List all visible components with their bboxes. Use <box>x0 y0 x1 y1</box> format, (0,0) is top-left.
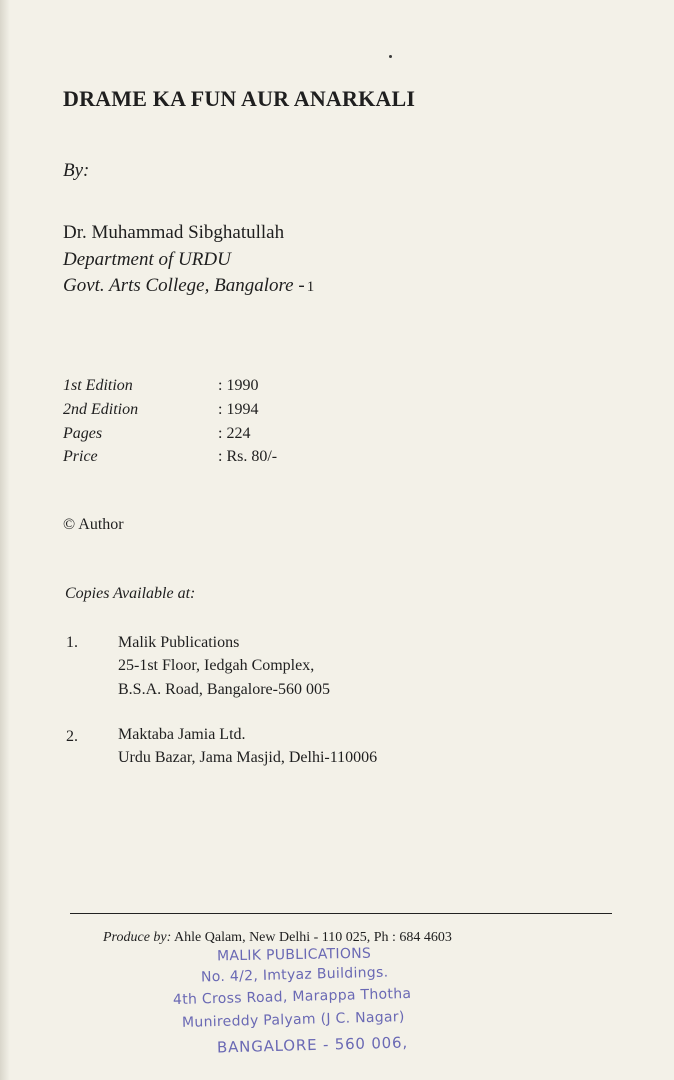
paper-speck <box>389 55 392 58</box>
address-2-line-2: Urdu Bazar, Jama Masjid, Delhi-110006 <box>118 749 378 766</box>
author-name: Dr. Muhammad Sibghatullah <box>63 222 285 243</box>
stamp-line-2: No. 4/2, Imtyaz Buildings. <box>200 964 389 986</box>
copies-heading: Copies Available at: <box>65 585 196 602</box>
stamp-line-3: 4th Cross Road, Marappa Thotha <box>172 985 412 1009</box>
detail-label-1st-edition: 1st Edition <box>63 377 133 394</box>
address-1-line-3: B.S.A. Road, Bangalore-560 005 <box>118 681 330 698</box>
address-1-line-1: Malik Publications <box>118 634 240 651</box>
address-1-line-2: 25-1st Floor, Iedgah Complex, <box>118 657 315 674</box>
detail-label-pages: Pages <box>63 425 103 442</box>
produced-by-text: Ahle Qalam, New Delhi - 110 025, Ph : 684 4603 <box>174 930 452 945</box>
stamp-line-5: BANGALORE - 560 006, <box>216 1033 409 1057</box>
college-handwritten-mark: 1 <box>306 279 315 295</box>
detail-value-price: : Rs. 80/- <box>218 448 278 465</box>
college-text: Govt. Arts College, Bangalore - <box>63 275 305 296</box>
footer-divider <box>70 913 612 914</box>
by-label: By: <box>63 160 90 181</box>
detail-label-2nd-edition: 2nd Edition <box>63 401 139 418</box>
detail-value-1st-edition: : 1990 <box>218 377 259 394</box>
author-college <box>63 275 314 297</box>
copyright-notice: © Author <box>63 516 124 533</box>
author-department: Department of URDU <box>63 249 231 270</box>
detail-value-pages: : 224 <box>218 425 251 442</box>
produced-by-line <box>103 930 452 946</box>
book-title: DRAME KA FUN AUR ANARKALI <box>63 86 416 111</box>
stamp-line-4: Munireddy Palyam (J C. Nagar) <box>181 1009 405 1031</box>
detail-value-2nd-edition: : 1994 <box>218 401 259 418</box>
address-number-2: 2. <box>66 728 78 745</box>
detail-label-price: Price <box>63 448 98 465</box>
address-2-line-1: Maktaba Jamia Ltd. <box>118 726 246 743</box>
stamp-line-1: MALIK PUBLICATIONS <box>216 945 372 965</box>
page-edge <box>0 0 10 1080</box>
produced-by-label: Produce by: <box>103 930 172 945</box>
address-number-1: 1. <box>66 634 78 651</box>
